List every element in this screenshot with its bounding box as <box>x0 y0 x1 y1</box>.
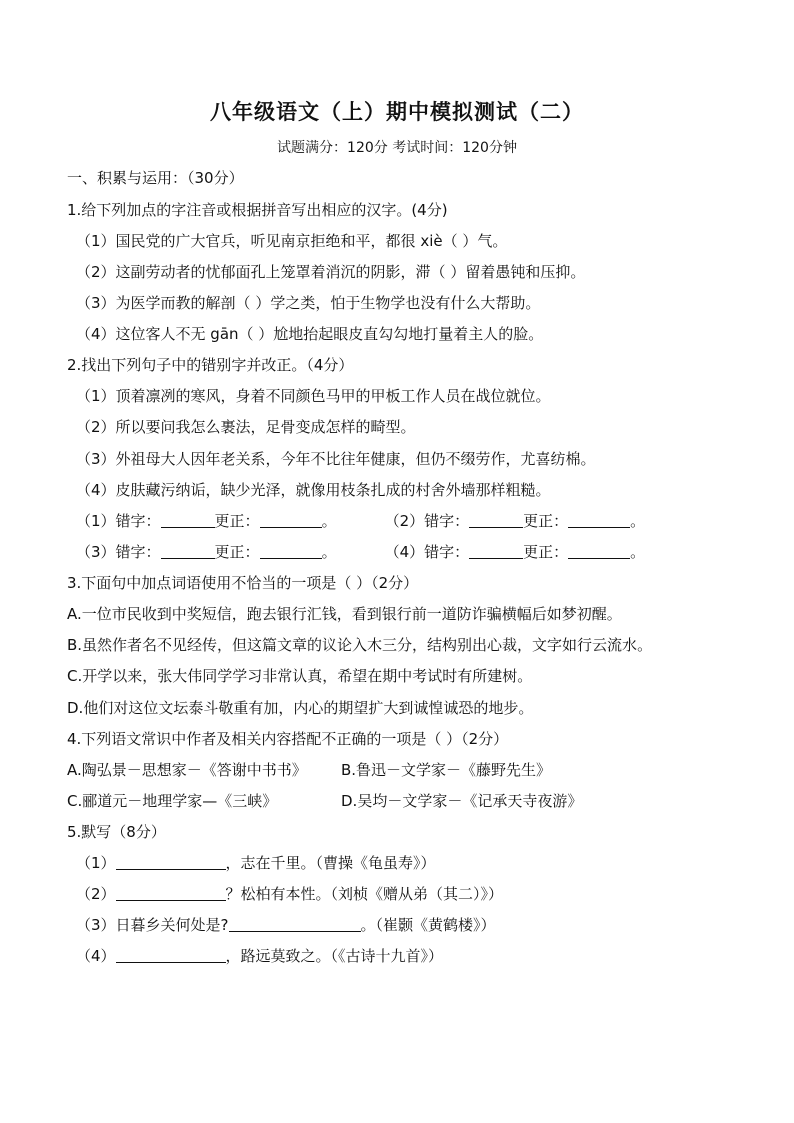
question-1-item-1: （1）国民党的广大官兵，听见南京拒绝和平，都很 xiè（ ）气。 <box>76 232 508 250</box>
exam-info: 试题满分：120分 考试时间：120分钟 <box>277 140 517 156</box>
answer-label: 更正： <box>523 543 569 561</box>
dictation-label: （2） <box>76 885 116 903</box>
question-1-item-3: （3）为医学而教的解剖（ ）学之类，怕于生物学也没有什么大帮助。 <box>76 294 541 312</box>
question-4-option-d: D.吴均－文学家－《记承天寺夜游》 <box>341 792 583 810</box>
question-2-item-2: （2）所以要问我怎么裹法，足骨变成怎样的畸型。 <box>76 418 416 436</box>
answer-blank[interactable] <box>469 544 523 559</box>
question-4-option-c: C.郦道元－地理学家—《三峡》 <box>67 792 278 810</box>
dictation-text: 。（崔颢《黄鹤楼》） <box>360 916 496 934</box>
dictation-label: （4） <box>76 947 116 965</box>
question-5-item-3 <box>76 915 496 935</box>
dictation-blank[interactable] <box>229 917 361 932</box>
answer-blank[interactable] <box>568 544 630 559</box>
question-1-item-4: （4）这位客人不无 gān（ ）尬地抬起眼皮直勾勾地打量着主人的脸。 <box>76 325 544 343</box>
question-4-option-a: A.陶弘景－思想家－《答谢中书书》 <box>67 761 307 779</box>
question-2-answer-row-2 <box>76 542 645 562</box>
answer-blank[interactable] <box>469 513 523 528</box>
answer-label: 。 <box>321 512 337 530</box>
answer-label: 更正： <box>523 512 569 530</box>
question-3-option-b: B.虽然作者名不见经传，但这篇文章的议论入木三分，结构别出心裁，文字如行云流水。 <box>67 636 653 654</box>
question-5-stem: 5.默写（8分） <box>67 823 166 841</box>
answer-blank[interactable] <box>161 513 215 528</box>
question-4-option-b: B.鲁迅－文学家－《藤野先生》 <box>341 761 552 779</box>
answer-label: 更正： <box>214 512 260 530</box>
question-4-stem: 4.下列语文常识中作者及相关内容搭配不正确的一项是（ ）（2分） <box>67 730 509 748</box>
dictation-text: ，志在千里。（曹操《龟虽寿》） <box>225 854 436 872</box>
answer-label: （3）错字： <box>76 543 161 561</box>
dictation-blank[interactable] <box>116 855 226 870</box>
question-3-option-d: D.他们对这位文坛泰斗敬重有加，内心的期望扩大到诚惶诚恐的地步。 <box>67 699 534 717</box>
dictation-blank[interactable] <box>116 948 226 963</box>
question-1-item-2: （2）这副劳动者的忧郁面孔上笼罩着消沉的阴影，滞（ ）留着愚钝和压抑。 <box>76 263 586 281</box>
answer-label: 。 <box>321 543 337 561</box>
answer-blank[interactable] <box>568 513 630 528</box>
section-heading: 一、积累与运用：（30分） <box>67 169 244 187</box>
page-title: 八年级语文（上）期中模拟测试（二） <box>210 100 584 124</box>
question-2-answer-row-1 <box>76 511 645 531</box>
question-5-item-1 <box>76 853 436 873</box>
answer-label: 。 <box>630 512 646 530</box>
answer-label: 更正： <box>214 543 260 561</box>
answer-blank[interactable] <box>260 513 322 528</box>
dictation-label: （1） <box>76 854 116 872</box>
answer-label: （4）错字： <box>384 543 470 561</box>
dictation-blank[interactable] <box>116 886 226 901</box>
question-1-stem: 1.给下列加点的字注音或根据拼音写出相应的汉字。(4分) <box>67 201 448 219</box>
question-5-item-2 <box>76 884 503 904</box>
dictation-label: （3）日暮乡关何处是? <box>76 916 229 934</box>
question-2-item-3: （3）外祖母大人因年老关系，今年不比往年健康，但仍不缀劳作，尤喜纺棉。 <box>76 450 596 468</box>
answer-label: 。 <box>630 543 646 561</box>
question-3-stem: 3.下面句中加点词语使用不恰当的一项是（ ）（2分） <box>67 574 419 592</box>
question-3-option-c: C.开学以来，张大伟同学学习非常认真，希望在期中考试时有所建树。 <box>67 667 533 685</box>
question-2-stem: 2.找出下列句子中的错别字并改正。（4分） <box>67 356 354 374</box>
answer-blank[interactable] <box>161 544 215 559</box>
answer-label: （1）错字： <box>76 512 161 530</box>
question-2-item-1: （1）顶着凛冽的寒风，身着不同颜色马甲的甲板工作人员在战位就位。 <box>76 387 551 405</box>
question-5-item-4 <box>76 946 443 966</box>
answer-blank[interactable] <box>260 544 322 559</box>
dictation-text: ？松柏有本性。（刘桢《赠从弟（其二）》） <box>225 885 504 903</box>
dictation-text: ，路远莫致之。（《古诗十九首》） <box>225 947 444 965</box>
question-3-option-a: A.一位市民收到中奖短信，跑去银行汇钱，看到银行前一道防诈骗横幅后如梦初醒。 <box>67 605 622 623</box>
answer-label: （2）错字： <box>384 512 470 530</box>
question-2-item-4: （4）皮肤藏污纳诟，缺少光泽，就像用枝条扎成的村舍外墙那样粗糙。 <box>76 481 551 499</box>
